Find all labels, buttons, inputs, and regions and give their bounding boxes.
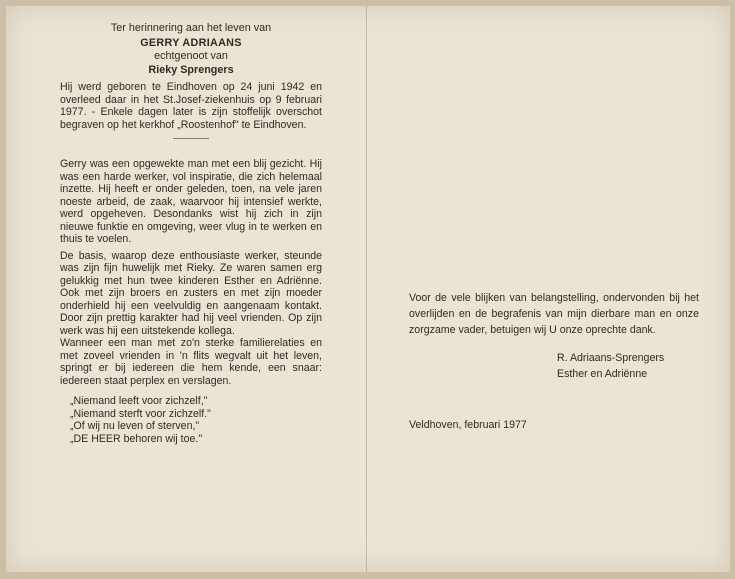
memorial-heading: Ter herinnering aan het leven van [110,22,272,34]
spouse-name: Rieky Sprengers [148,64,234,76]
section-divider [173,138,209,139]
right-panel [409,290,699,433]
poem-line: „Niemand leeft voor zichzelf," [70,395,208,407]
signature-name: R. Adriaans-Sprengers [557,352,665,364]
card-fold-line [366,6,367,572]
thank-you-text: Voor de vele blijken van belangstelling, ondervonden bij het overlijden en de begrafenis van mijn dierbare man en onze zorgzame vader, betuigen wij U onze oprechte dank. [409,292,699,336]
poem-line: „Of wij nu leven of sterven," [70,420,200,432]
biography-paragraph-2: De basis, waarop deze enthousiaste werker, steunde was zijn fijn huwelijk met Rieky. Ze waren samen erg gelukkig met hun twee kinderen Esther en Adriënne. Ook met zijn broers en zusters en met zijn moeder onderhield hij een veelvuldig en aangenaam kontakt. Door zijn prettig karakter had hij veel vrienden. Op zijn werk was hij een uitstekende kollega. [60,249,322,337]
poem-line: „Niemand sterft voor zichzelf." [70,407,211,420]
signature-children: Esther en Adriënne [557,368,648,380]
left-panel [60,22,322,445]
biography-paragraph-1: Gerry was een opgewekte man met een blij gezicht. Hij was een harde werker, vol inspiratie, die zich helemaal inzette. Hij heeft er onder geleden, toen, na vele jaren noeste arbeid, de zaak, waarvoor hij intensief werkte, werd opgeheven. Desondanks wist hij zich in zijn nieuwe funktie en omgeving, weer vlug in te werken en thuis te voelen. [60,158,322,245]
biography-paragraph-3: Wanneer een man met zo'n sterke familierelaties en met zoveel vrienden in 'n flits wegvalt uit het leven, springt er bij iedereen die hem kende, een snaar: iedereen staat perplex en verslagen. [60,337,322,387]
deceased-name: GERRY ADRIAANS [140,36,242,49]
place-date: Veldhoven, februari 1977 [409,419,527,431]
signature-block [557,350,699,382]
relation-text: echtgenoot van [154,49,228,62]
poem-line: „DE HEER behoren wij toe." [70,432,203,445]
poem-block [70,395,322,445]
birth-death-paragraph: Hij werd geboren te Eindhoven op 24 juni 1942 en overleed daar in het St.Josef-ziekenhuis op 9 februari 1977. - Enkele dagen later is zijn stoffelijk overschot begraven op het kerkhof „Roostenhof" te Eindhoven. [60,81,322,131]
